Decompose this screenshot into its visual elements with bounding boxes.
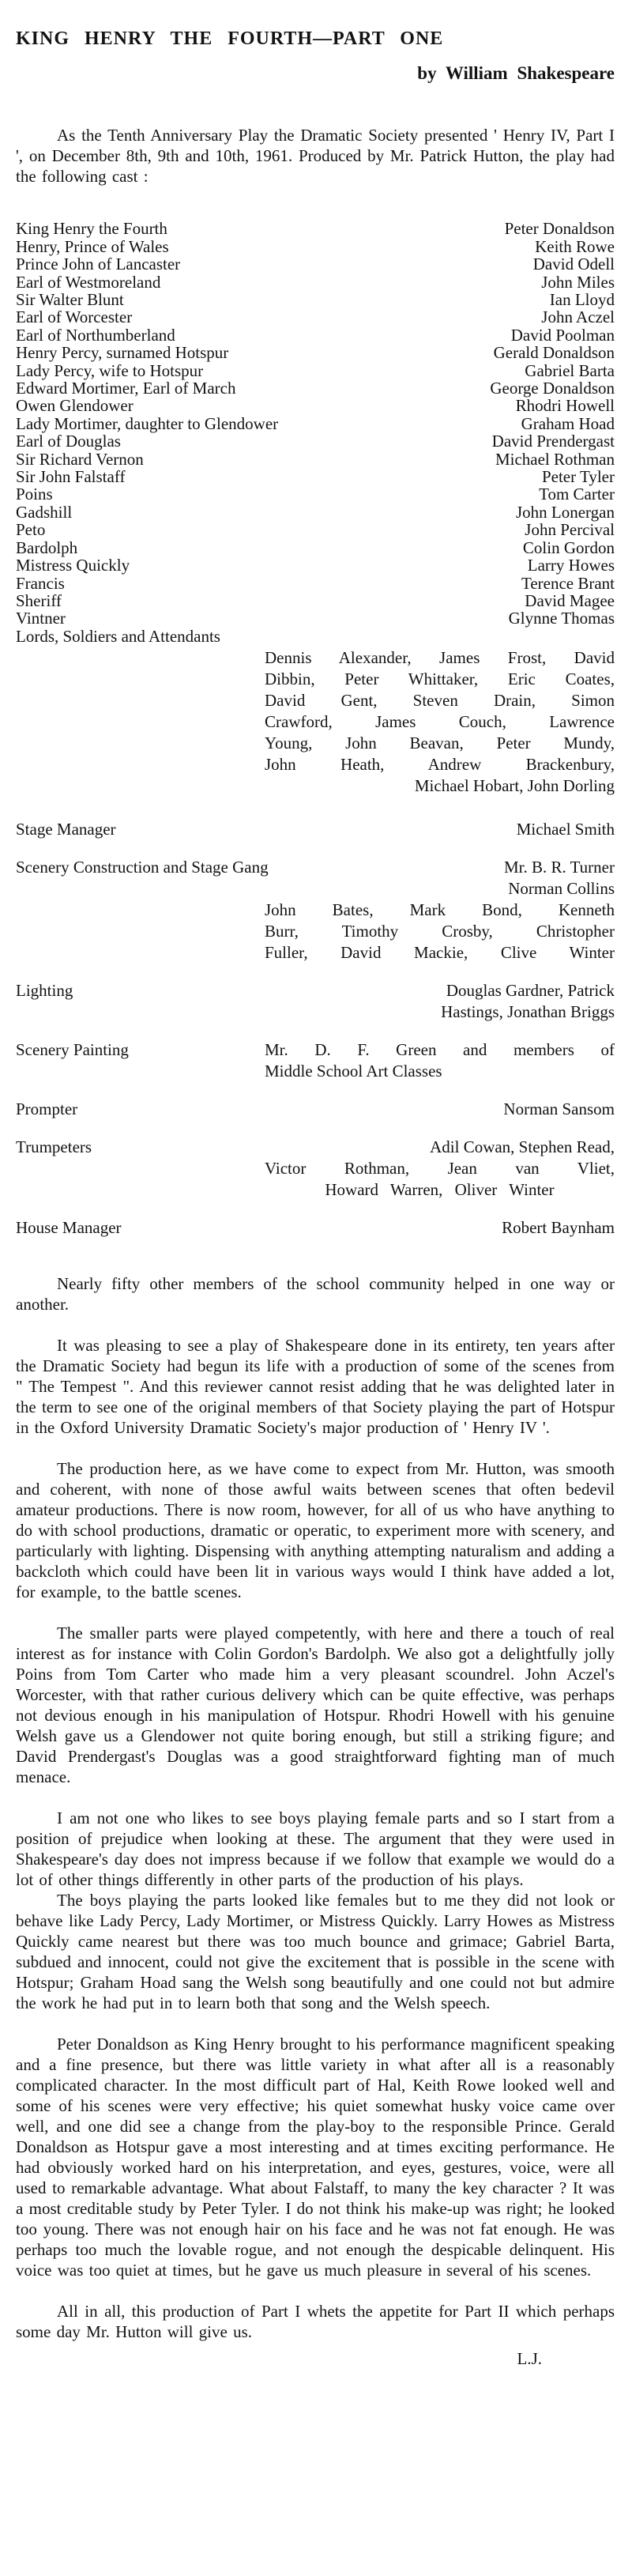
cast-role: Sir John Falstaff	[16, 467, 126, 487]
cast-row	[16, 468, 615, 485]
cast-row	[16, 308, 615, 326]
credit-value-line: Victor Rothman, Jean van Vliet,	[265, 1159, 615, 1179]
credit-row	[16, 1217, 615, 1239]
review-section	[16, 1273, 615, 2342]
credit-label: Lighting	[16, 981, 73, 1001]
credit-value-line: Hastings, Jonathan Briggs	[441, 1002, 615, 1022]
cast-row	[16, 539, 615, 556]
cast-role: Sir Walter Blunt	[16, 290, 124, 310]
credit-value-line: Norman Collins	[508, 879, 615, 899]
cast-row	[16, 273, 615, 291]
credit-value-line: Douglas Gardner, Patrick	[446, 981, 615, 1001]
credit-value-line: Adil Cowan, Stephen Read,	[430, 1137, 615, 1157]
cast-actor: David Odell	[532, 255, 615, 274]
attendants-name-line: Dennis Alexander, James Frost, David	[265, 648, 615, 668]
cast-row	[16, 291, 615, 308]
attendants-label: Lords, Soldiers and Attendants	[16, 626, 220, 646]
cast-role: Sir Richard Vernon	[16, 449, 144, 469]
credits-list	[16, 819, 615, 1239]
cast-role: Bardolph	[16, 537, 78, 557]
cast-row	[16, 415, 615, 432]
credit-label: Stage Manager	[16, 820, 116, 839]
cast-actor: Peter Tyler	[541, 467, 615, 487]
byline: by William Shakespeare	[417, 63, 615, 84]
cast-row	[16, 255, 615, 273]
credit-value-line: Middle School Art Classes	[265, 1062, 442, 1081]
review-paragraph: Peter Donaldson as King Henry brought to his performance magnificent speaking and a fine presence, but there was little variety in what after all is a reasonably complicated character. In the most difficult part of Hal, Keith Rowe looked well and some of his scenes were very effective; his quiet somewhat husky voice came over well, and one did see a change from the play-boy to the responsible Prince. Gerald Donaldson as Hotspur gave a most interesting and at times exciting performance. He had obviously worked hard on his interpretation, and eyes, gestures, voice, were all used to remarkable advantage. What about Falstaff, to many the key character ? It was a most creditable study by Peter Tyler. I do not think his make-up was right; he looked too young. There was not enough hair on his face and he was not fat enough. He was perhaps too much the lovable rogue, and not enough the despicable delinquent. His voice was too quiet at times, but he gave us much pleasure in several of his scenes.	[16, 2035, 615, 2280]
cast-row	[16, 504, 615, 521]
cast-role: Peto	[16, 520, 46, 540]
cast-row	[16, 609, 615, 627]
credit-row	[16, 857, 615, 964]
cast-role: Earl of Douglas	[16, 432, 121, 451]
cast-actor: Terence Brant	[521, 573, 615, 593]
cast-role: Prince John of Lancaster	[16, 255, 181, 274]
cast-role: Mistress Quickly	[16, 556, 130, 575]
cast-row	[16, 521, 615, 538]
credit-value-line: Burr, Timothy Crosby, Christopher	[265, 922, 615, 941]
cast-actor: Graham Hoad	[521, 413, 615, 433]
cast-actor: David Prendergast	[491, 432, 615, 451]
cast-actor: David Poolman	[510, 325, 615, 345]
cast-role: Earl of Northumberland	[16, 325, 175, 345]
attendants-name-line: Young, John Beavan, Peter Mundy,	[265, 734, 615, 753]
credit-value-line: Mr. D. F. Green and members of	[265, 1040, 615, 1060]
credit-value-line: Robert Baynham	[502, 1218, 615, 1238]
credit-label: Trumpeters	[16, 1137, 92, 1157]
cast-role: Earl of Worcester	[16, 307, 133, 327]
attendants-name-line: Crawford, James Couch, Lawrence	[265, 712, 615, 732]
cast-actor: John Lonergan	[515, 502, 615, 522]
cast-role: Francis	[16, 573, 65, 593]
cast-actor: Gabriel Barta	[525, 360, 615, 380]
intro-paragraph: As the Tenth Anniversary Play the Dramatic Society presented ' Henry IV, Part I ', on December 8th, 9th and 10th, 1961. Produced by Mr. Patrick Hutton, the play had the following cast :	[16, 126, 615, 187]
credit-value	[265, 980, 615, 1023]
cast-row	[16, 397, 615, 414]
credit-row	[16, 1099, 615, 1120]
cast-actor: Ian Lloyd	[549, 290, 615, 310]
reviewer-initials: L.J.	[517, 2349, 542, 2369]
review-paragraph: The boys playing the parts looked like females but to me they did not look or behave like Lady Percy, Lady Mortimer, or Mistress Quickly. Larry Howes as Mistress Quickly came nearest but there was too much bounce and grimace; Gabriel Barta, subdued and innocent, could not give the excitement that is possible in the scene with Hotspur; Graham Hoad sang the Welsh song beautifully and one could not but admire the work he had put in to learn both that song and the Welsh speech.	[16, 1891, 615, 2013]
credit-value	[265, 1137, 615, 1201]
credit-row	[16, 1039, 615, 1082]
cast-role: Lady Percy, wife to Hotspur	[16, 360, 204, 380]
cast-actor: David Magee	[525, 590, 615, 610]
cast-list	[16, 220, 615, 627]
credit-value-line: Fuller, David Mackie, Clive Winter	[265, 943, 615, 963]
review-paragraph: All in all, this production of Part I whets the appetite for Part II which perhaps some day Mr. Hutton will give us.	[16, 2302, 615, 2342]
cast-actor: John Aczel	[541, 307, 615, 327]
cast-actor: Larry Howes	[527, 556, 615, 575]
cast-role: Lady Mortimer, daughter to Glendower	[16, 413, 279, 433]
credit-value-line: Mr. B. R. Turner	[503, 858, 615, 877]
cast-role: Henry, Prince of Wales	[16, 236, 169, 256]
cast-actor: Gerald Donaldson	[493, 343, 615, 363]
credit-value	[265, 1039, 615, 1082]
review-paragraph: It was pleasing to see a play of Shakespeare done in its entirety, ten years after the Dramatic Society had begun its life with a production of some of the scenes from " The Tempest ". And this reviewer cannot resist adding that he was delighted later in the term to see one of the original members of that Society playing the part of Hotspur in the Oxford University Dramatic Society's major production of ' Henry IV '.	[16, 1336, 615, 1438]
cast-row	[16, 575, 615, 592]
credit-value	[265, 857, 615, 964]
review-paragraph: Nearly fifty other members of the school community helped in one way or another.	[16, 1274, 615, 1314]
cast-row	[16, 238, 615, 255]
credit-row	[16, 980, 615, 1023]
cast-role: Poins	[16, 485, 53, 504]
credit-label: Prompter	[16, 1099, 78, 1119]
cast-row	[16, 451, 615, 468]
credit-row	[16, 819, 615, 840]
cast-row	[16, 485, 615, 503]
credit-row	[16, 1137, 615, 1201]
cast-role: Sheriff	[16, 590, 62, 610]
credit-value-line: Howard Warren, Oliver Winter	[325, 1180, 555, 1200]
cast-actor: John Percival	[525, 520, 615, 540]
attendants-name-line: Dibbin, Peter Whittaker, Eric Coates,	[265, 669, 615, 689]
cast-role: Edward Mortimer, Earl of March	[16, 379, 236, 398]
cast-row	[16, 326, 615, 344]
cast-role: Gadshill	[16, 502, 73, 522]
cast-row	[16, 592, 615, 609]
cast-role: Henry Percy, surnamed Hotspur	[16, 343, 229, 363]
cast-row	[16, 362, 615, 379]
cast-actor: Michael Rothman	[495, 449, 615, 469]
credit-label: Scenery Construction and Stage Gang	[16, 858, 269, 877]
cast-actor: George Donaldson	[490, 379, 615, 398]
credit-value	[265, 1217, 615, 1239]
cast-actor: Glynne Thomas	[508, 609, 615, 628]
cast-row	[16, 344, 615, 361]
cast-role: Earl of Westmoreland	[16, 272, 161, 292]
attendants-name-line: Michael Hobart, John Dorling	[414, 776, 615, 796]
credit-label: Scenery Painting	[16, 1040, 129, 1060]
cast-actor: Peter Donaldson	[504, 219, 615, 239]
cast-row	[16, 220, 615, 237]
credit-value-line: John Bates, Mark Bond, Kenneth	[265, 900, 615, 920]
cast-actor: Colin Gordon	[522, 537, 615, 557]
cast-row	[16, 556, 615, 574]
cast-role: King Henry the Fourth	[16, 219, 167, 239]
review-paragraph: The smaller parts were played competently, with here and there a touch of real interest as for instance with Colin Gordon's Bardolph. We also got a delightfully jolly Poins from Tom Carter who made him a very pleasant scoundrel. John Aczel's Worcester, with that rather curious delivery which can be quite effective, was perhaps not devious enough in his manipulation of Hotspur. Rhodri Howell with his genuine Welsh gave us a Glendower not quite boring enough, but still a striking figure; and David Prendergast's Douglas was a good straightforward fighting man of much menace.	[16, 1624, 615, 1787]
attendants-name-line: David Gent, Steven Drain, Simon	[265, 691, 615, 711]
credit-value	[265, 819, 615, 840]
page-title: KING HENRY THE FOURTH—PART ONE	[16, 28, 444, 49]
credit-value-line: Michael Smith	[516, 820, 615, 839]
cast-row	[16, 432, 615, 450]
cast-role: Owen Glendower	[16, 396, 134, 416]
cast-row	[16, 379, 615, 397]
credit-label: House Manager	[16, 1218, 122, 1238]
cast-actor: Tom Carter	[539, 485, 615, 504]
cast-actor: Rhodri Howell	[515, 396, 615, 416]
credit-value	[265, 1099, 615, 1120]
cast-actor: Keith Rowe	[535, 236, 615, 256]
credit-value-line: Norman Sansom	[503, 1099, 615, 1119]
review-paragraph: I am not one who likes to see boys playing female parts and so I start from a position of prejudice when looking at these. The argument that they were used in Shakespeare's day does not impress because if we follow that example we would do a lot of other things differently in other parts of the production of his plays.	[16, 1808, 615, 1890]
review-paragraph: The production here, as we have come to expect from Mr. Hutton, was smooth and coherent, with none of those awful waits between scenes that often bedevil amateur productions. There is now room, however, for all of us who have anything to do with school productions, dramatic or operatic, to experiment more with scenery, and particularly with lighting. Dispensing with anything attempting naturalism and adding a backcloth which could have been lit in various ways would I think have added a lot, for example, to the battle scenes.	[16, 1459, 615, 1602]
attendants-name-line: John Heath, Andrew Brackenbury,	[265, 755, 615, 775]
cast-role: Vintner	[16, 609, 66, 628]
cast-actor: John Miles	[541, 272, 615, 292]
attendants-names	[265, 647, 615, 797]
